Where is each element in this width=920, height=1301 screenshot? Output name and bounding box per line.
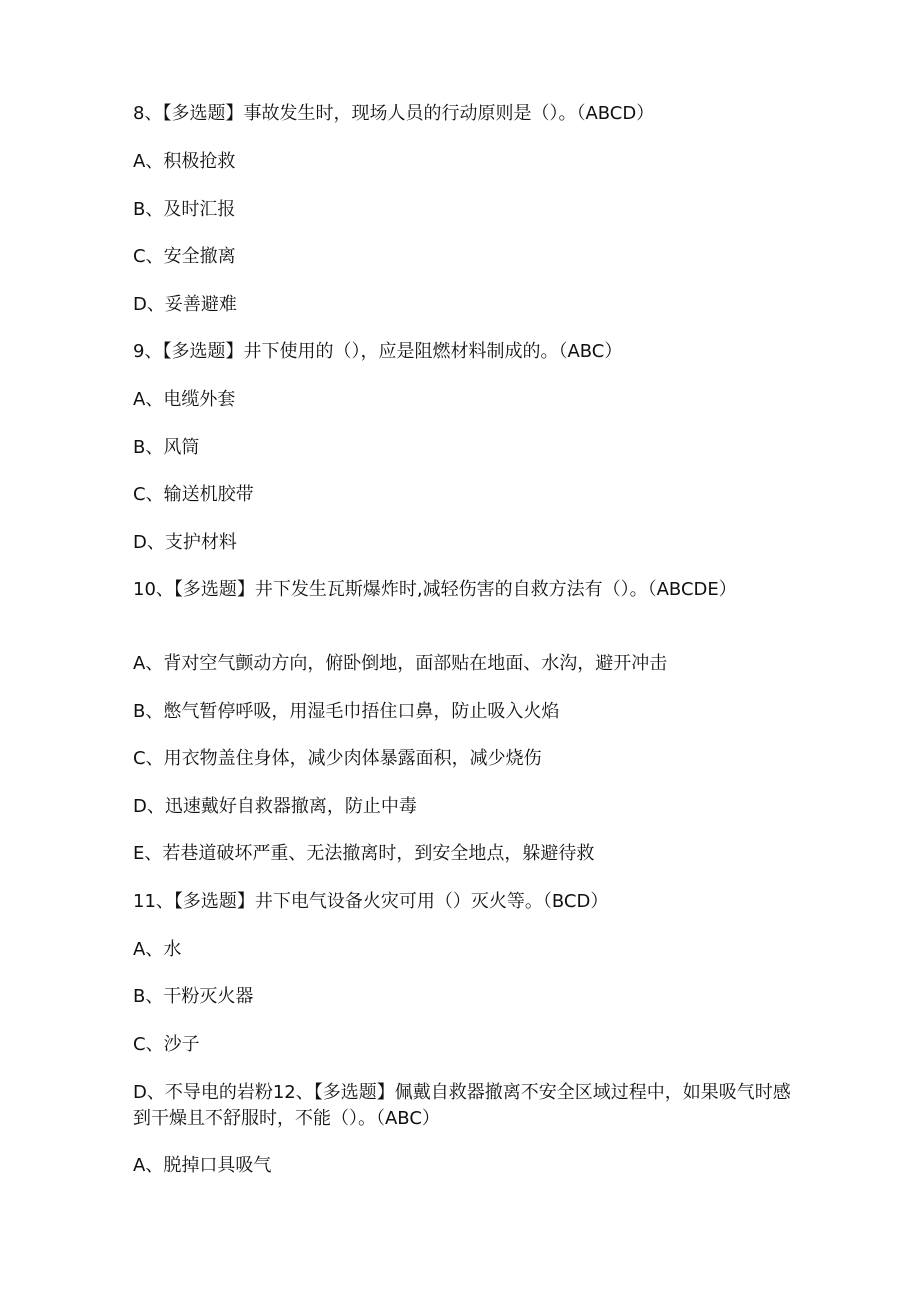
option-10c: C、用衣物盖住身体，减少肉体暴露面积，减少烧伤	[133, 748, 542, 769]
option-9b: B、风筒	[133, 437, 200, 458]
option-12a: A、脱掉口具吸气	[133, 1155, 272, 1176]
option-8d: D、妥善避难	[133, 294, 237, 315]
option-8a: A、积极抢救	[133, 151, 236, 172]
option-8b: B、及时汇报	[133, 199, 236, 220]
option-10d: D、迅速戴好自救器撤离，防止中毒	[133, 796, 417, 817]
option-10e: E、若巷道破坏严重、无法撤离时，到安全地点，躲避待救	[133, 843, 595, 864]
option-10a: A、背对空气颤动方向，俯卧倒地，面部贴在地面、水沟，避开冲击	[133, 653, 668, 674]
option-11d-question-12: D、不导电的岩粉12、【多选题】佩戴自救器撤离不安全区域过程中，如果吸气时感到干燥且不舒服时，不能（）。（ABC）	[133, 1082, 791, 1129]
option-8c: C、安全撤离	[133, 246, 236, 267]
question-9: 9、【多选题】井下使用的（），应是阻燃材料制成的。（ABC）	[133, 341, 623, 362]
question-10: 10、【多选题】井下发生瓦斯爆炸时,减轻伤害的自救方法有（）。（ABCDE）	[133, 579, 737, 600]
option-11c: C、沙子	[133, 1034, 200, 1055]
option-11a: A、水	[133, 939, 182, 960]
option-9c: C、输送机胶带	[133, 484, 254, 505]
option-11b: B、干粉灭火器	[133, 986, 254, 1007]
question-11: 11、【多选题】井下电气设备火灾可用（）灭火等。（BCD）	[133, 891, 609, 912]
option-9a: A、电缆外套	[133, 389, 236, 410]
option-10b: B、憋气暂停呼吸，用湿毛巾捂住口鼻，防止吸入火焰	[133, 701, 560, 722]
question-8: 8、【多选题】事故发生时，现场人员的行动原则是（）。（ABCD）	[133, 103, 655, 124]
option-9d: D、支护材料	[133, 532, 237, 553]
